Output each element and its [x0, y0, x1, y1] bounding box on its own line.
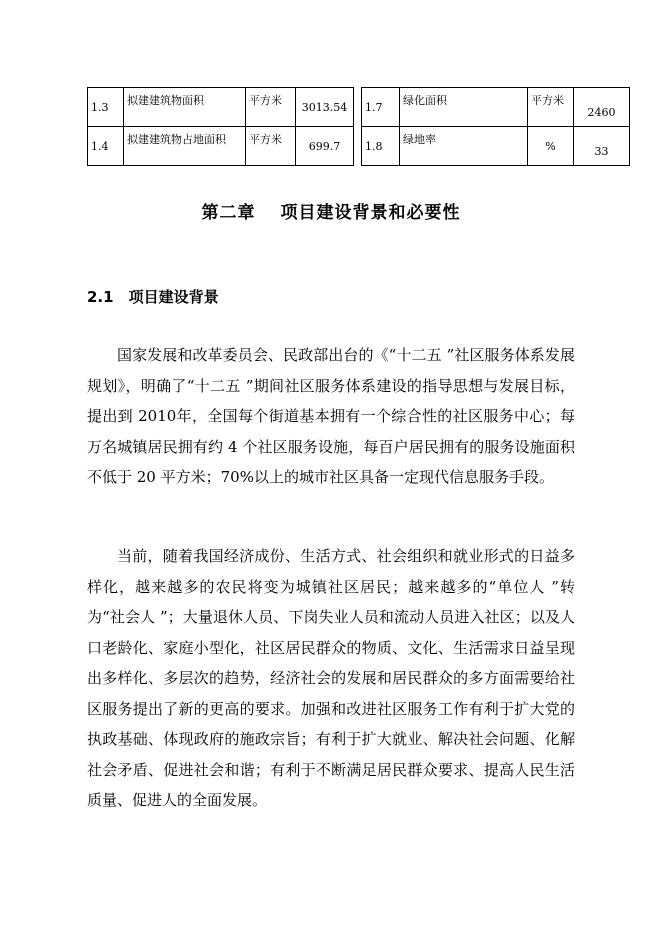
item-value: 699.7: [296, 127, 354, 166]
item-code: 1.8: [362, 127, 400, 166]
item-value: 3013.54: [296, 88, 354, 127]
indicator-table: [87, 87, 630, 166]
item-code: 1.7: [362, 88, 400, 127]
item-unit: 平方米: [246, 88, 296, 127]
item-unit: 平方米: [246, 127, 296, 166]
item-name: 拟建建筑物占地面积: [124, 127, 246, 166]
column-gap: [354, 88, 362, 127]
item-value: 2460: [574, 88, 630, 127]
item-code: 1.3: [88, 88, 124, 127]
item-name: 拟建建筑物面积: [124, 88, 246, 127]
item-name: 绿地率: [400, 127, 528, 166]
item-unit: 平方米: [528, 88, 574, 127]
item-code: 1.4: [88, 127, 124, 166]
paragraph-text: 当前，随着我国经济成份、生活方式、社会组织和就业形式的日益多样化，越来越多的农民将变为城镇社区居民；越来越多的“单位人 ”转为“社会人 ”；大量退休人员、下岗失业人员和流动人员进入社区；以及人口老龄化、家庭小型化，社区居民群众的物质、文化、生活需求日益呈现出多样化、多层次的趋势，经济社会的发展和居民群众的多方面需要给社区服务提出了新的更高的要求。加强和改进社区服务工作有利于扩大党的执政基础、体现政府的施政宗旨；有利于扩大就业、解决社会问题、化解社会矛盾、促进社会和谐；有利于不断满足居民群众要求、提高人民生活质量、促进人的全面发展。: [87, 547, 575, 809]
item-name: 绿化面积: [400, 88, 528, 127]
chapter-title: 第二章 项目建设背景和必要性: [201, 203, 461, 223]
item-unit: %: [528, 127, 574, 166]
table-row: [88, 88, 630, 127]
section-title: 2.1 项目建设背景: [87, 288, 219, 306]
body-paragraph-2: [87, 541, 575, 816]
column-gap: [354, 127, 362, 166]
paragraph-text: 国家发展和改革委员会、民政部出台的《“十二五 ”社区服务体系发展规划》，明确了“十二五 ”期间社区服务体系建设的指导思想与发展目标，提出到 2010年，全国每个街道基本拥有一个综合性的社区服务中心；每万名城镇居民拥有约 4 个社区服务设施，每百户居民拥有的服务设施面积不低于 20 平方米；70%以上的城市社区具备一定现代信息服务手段。: [87, 346, 575, 486]
item-value: 33: [574, 127, 630, 166]
table-row: [88, 127, 630, 166]
body-paragraph-1: [87, 340, 575, 493]
